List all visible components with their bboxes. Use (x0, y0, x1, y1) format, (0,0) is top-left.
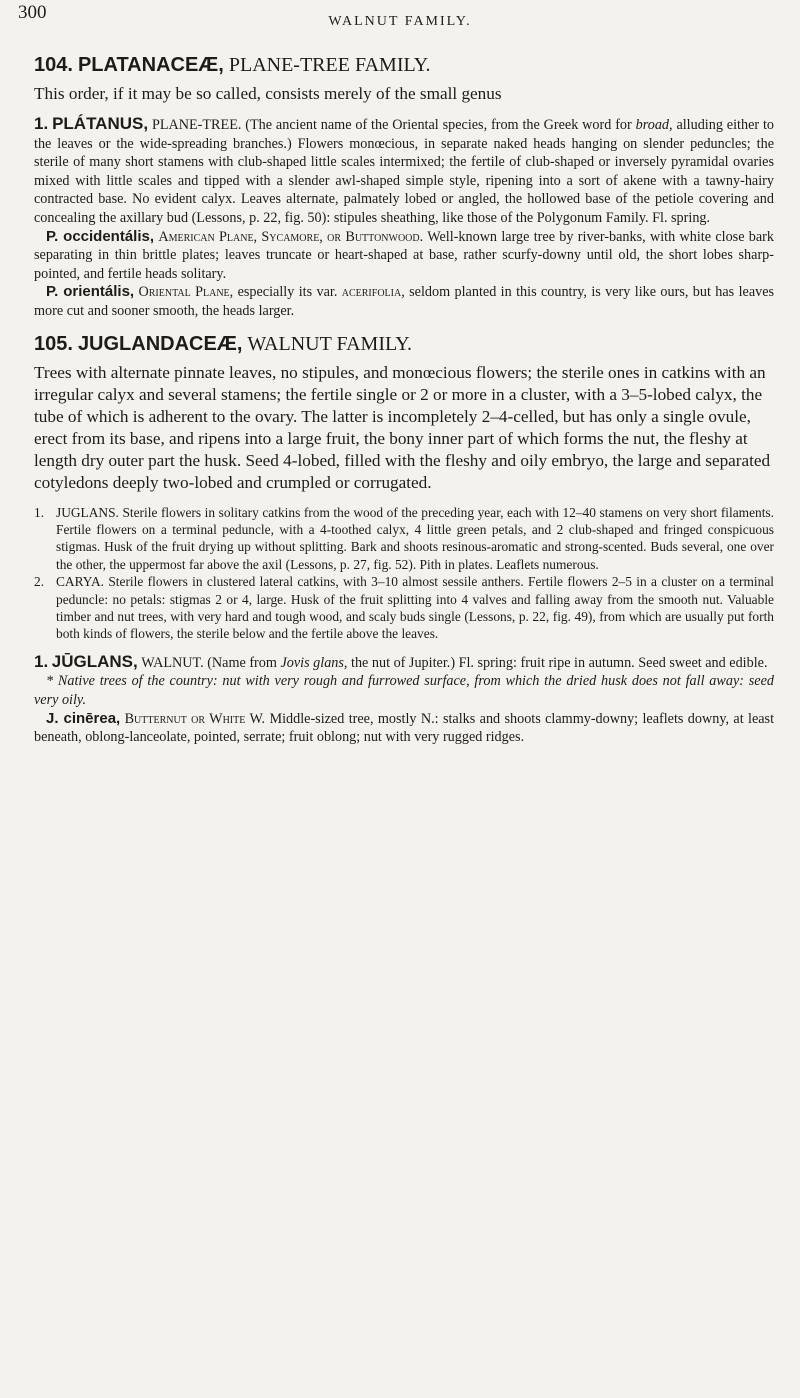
section-gap (34, 321, 774, 333)
species-name: J. cinērea, (46, 709, 121, 727)
family-description: Trees with alternate pinnate leaves, no stipules, and monœcious flowers; the sterile ones in catkins with an irregular calyx and several stamens; the fertile single or 2 or more in a cluster, with a 3–5-lobed calyx, the tube of which is adherent to the ovary. The latter is incompletely 2–4-celled, but has only a single ovule, erect from its base, and ripens into a large fruit, the bony inner part of which forms the nut, the fleshy at length dry outer part the husk. Seed 4-lobed, filled with the fleshy and oily embryo, the large and separated cotyledons deeply two-lobed and crumpled or corrugated. (34, 362, 771, 492)
genus-common-name: WALNUT. (141, 654, 204, 671)
genus-text-italic: broad, (635, 117, 673, 133)
native-note-text: * Native trees of the country: nut with very rough and furrowed surface, from which the dried husk does not fall away: seed very oily. (34, 673, 774, 708)
family-heading-104 (34, 54, 774, 77)
genus-juglans (34, 653, 774, 673)
genus-name: JŪGLANS, (51, 651, 138, 671)
species-common-name: Oriental Plane, (138, 284, 234, 301)
genus-number: 1. (34, 651, 49, 671)
genus-common-name: PLANE-TREE. (151, 117, 242, 133)
genus-name: PLÁTANUS, (52, 114, 149, 133)
genus-number: 1. (34, 114, 49, 133)
genus-text-a: (The ancient name of the Oriental species, from the Greek word for (245, 117, 632, 133)
key-item-juglans (34, 504, 774, 574)
family-common-name: WALNUT FAMILY. (247, 332, 413, 355)
page-content (34, 54, 774, 747)
family-name: PLATANACEÆ, (77, 54, 224, 76)
genus-text-b: alluding either to the leaves or the wide-spreading branches.) Flowers monœcious, in separate naked heads hanging on slender peduncles; the sterile of many short stamens with club-shaped little scales intermixed; the fertile of club-shaped or inversely pyramidal ovaries mixed with little scales and tipped with a slender awl-shaped simple style, ripening into a sort of akene with a tawny-hairy contracted base. No evident calyx. Leaves alternate, palmately lobed or angled, the hollowed base of the petiole covering and concealing the axillary bud (Lessons, p. 22, fig. 50): stipules sheathing, like those of the Polygonum Family. Fl. spring. (34, 117, 775, 226)
species-occidentalis (34, 228, 774, 284)
native-trees-note (34, 672, 774, 709)
key-item-body (56, 573, 774, 643)
species-common-name: American Plane, Sycamore, or Buttonwood. (158, 228, 424, 245)
species-name: P. occidentális, (46, 227, 155, 245)
species-cinerea (34, 710, 774, 747)
genera-key (34, 504, 774, 643)
running-head: WALNUT FAMILY. (328, 14, 472, 29)
species-text: Well-known large tree by river-banks, with white close bark separating in thin brittle plates; leaves truncate or heart-shaped at base, rather scurfy-downy until old, the short lobes sharp-pointed, and fertile heads solitary. (34, 228, 775, 282)
species-orientalis (34, 283, 774, 320)
species-text: Middle-sized tree, mostly N.: stalks and shoots clammy-downy; leaflets downy, at least beneath, oblong-lanceolate, pointed, serrate; fruit oblong; nut with very rugged ridges. (34, 710, 775, 746)
species-name: P. orientális, (46, 283, 135, 301)
species-variety: acerifolia, (341, 284, 405, 301)
key-item-carya (34, 573, 774, 643)
key-item-body (56, 504, 774, 574)
key-item-text: Sterile flowers in solitary catkins from the wood of the preceding year, each with 12–40 stamens on very short filaments. Fertile flowers on a terminal peduncle, with a 4-toothed calyx, 4 little green petals, and 2 club-shaped and fringed conspicuous stigmas. Husk of the fruit drying up without splitting. Bark and shoots resinous-aromatic and strong-scented. Buds several, one over the other, the uppermost far above the axil (Lessons, p. 27, fig. 52). Pith in plates. Leaflets numerous. (56, 504, 774, 572)
family-name: JUGLANDACEÆ, (77, 332, 243, 355)
key-item-number: 2. (34, 574, 45, 590)
species-text-b: seldom planted in this country, is very like ours, but has leaves more cut and sooner smooth, the heads larger. (34, 284, 775, 319)
page-number: 300 (18, 2, 47, 23)
family-number: 105. (34, 332, 73, 355)
key-item-genus: JUGLANS. (56, 504, 119, 520)
genus-platanus (34, 115, 774, 228)
family-heading-105 (34, 333, 774, 356)
species-common-name: Butternut or White W. (124, 710, 266, 727)
genus-text-italic: Jovis glans, (280, 654, 348, 671)
family-common-name: PLANE-TREE FAMILY. (228, 54, 431, 76)
species-text-a: especially its var. (237, 284, 338, 301)
key-item-genus: CARYA. (56, 574, 104, 590)
key-item-text: Sterile flowers in clustered lateral catkins, with 3–10 almost sessile anthers. Fertile flowers 2–5 in a cluster on a terminal peduncle: no petals: stigmas 2 or 4, large. Husk of the fruit splitting into 4 valves and falling away from the smooth nut. Valuable timber and nut trees, with very hard and tough wood, and scaly buds single (Lessons, p. 22, fig. 49), from which are usually put forth both kinds of flowers, the sterile below and the fertile above the leaves. (56, 574, 774, 642)
genus-text-b: the nut of Jupiter.) Fl. spring: fruit ripe in autumn. Seed sweet and edible. (351, 654, 768, 671)
key-item-number: 1. (34, 504, 45, 520)
family-number: 104. (34, 54, 73, 76)
genus-text-a: (Name from (207, 654, 277, 671)
family-intro: This order, if it may be so called, consists merely of the small genus (34, 84, 502, 103)
